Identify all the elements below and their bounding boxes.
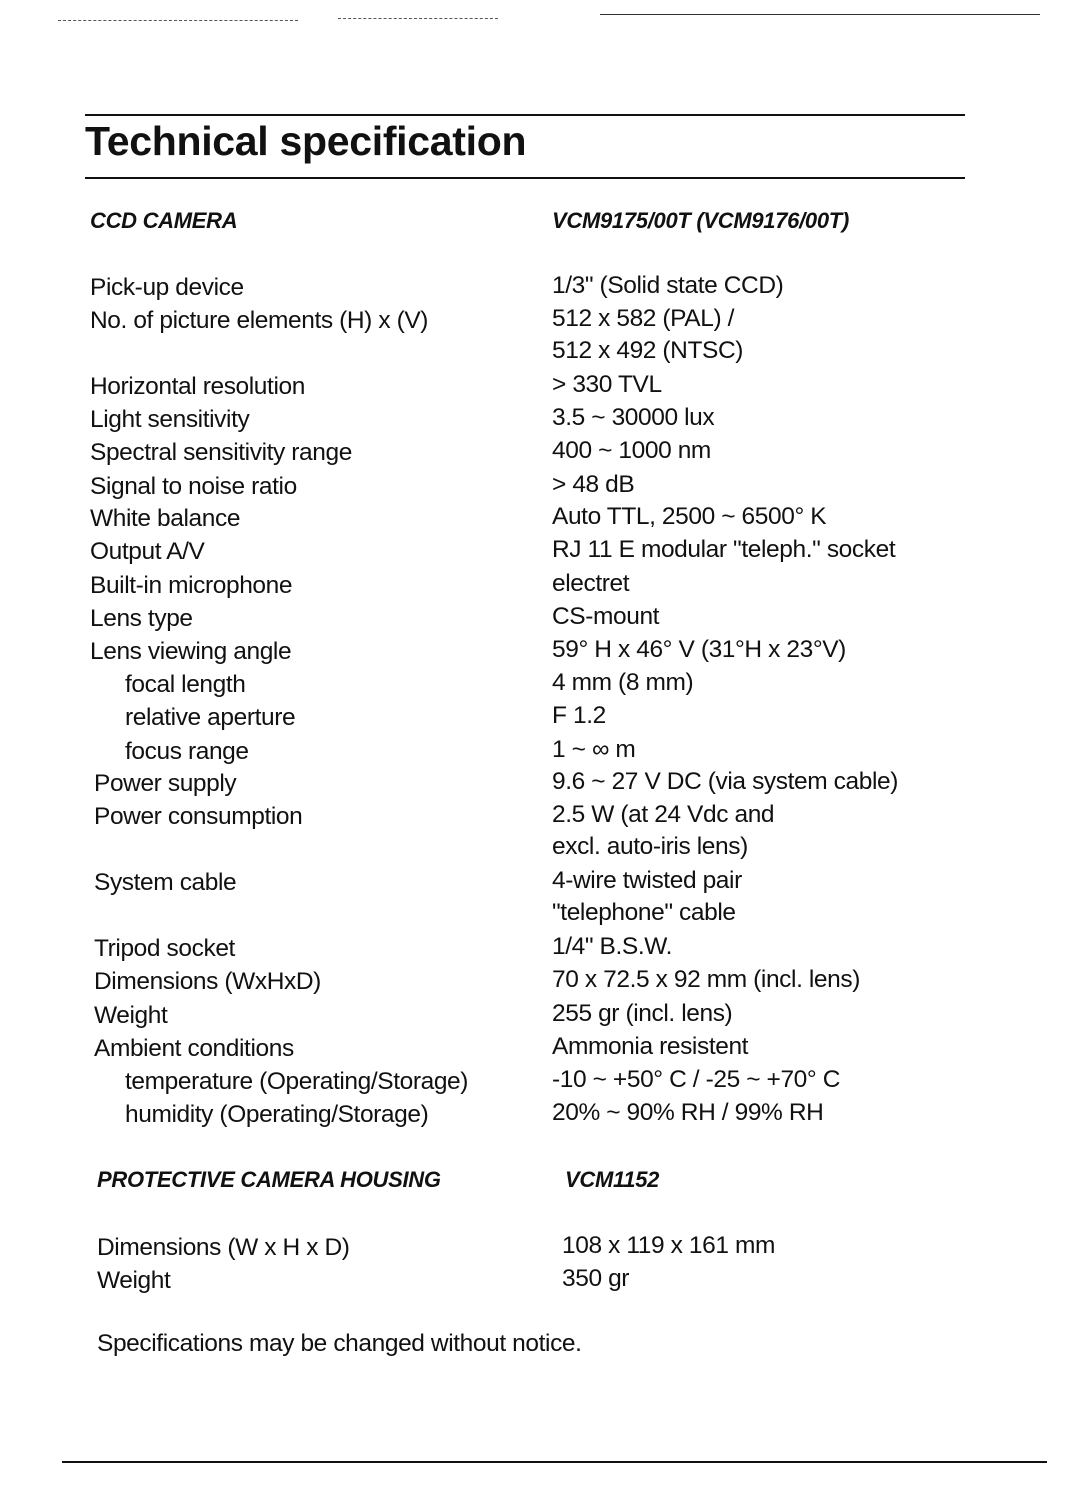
spec-label: humidity (Operating/Storage): [125, 1101, 429, 1128]
spec-value: -10 ~ +50° C / -25 ~ +70° C: [552, 1066, 840, 1093]
spec-label: Output A/V: [90, 538, 205, 565]
spec-label: Lens type: [90, 605, 193, 632]
spec-label: Dimensions (W x H x D): [97, 1234, 350, 1261]
spec-label: Ambient conditions: [94, 1035, 294, 1062]
spec-label: Pick-up device: [90, 274, 244, 301]
spec-value: 255 gr (incl. lens): [552, 1000, 733, 1027]
spec-label: White balance: [90, 505, 241, 532]
spec-value: excl. auto-iris lens): [552, 833, 748, 860]
spec-label: System cable: [94, 869, 237, 896]
spec-value: 4-wire twisted pair: [552, 867, 742, 894]
spec-value: 400 ~ 1000 nm: [552, 437, 711, 464]
spec-label: relative aperture: [125, 704, 296, 731]
scan-artifact: [58, 20, 298, 21]
spec-value: 108 x 119 x 161 mm: [562, 1232, 775, 1259]
spec-label: Power consumption: [94, 803, 303, 830]
spec-value: 9.6 ~ 27 V DC (via system cable): [552, 768, 898, 795]
spec-label: focal length: [125, 671, 246, 698]
spec-value: 20% ~ 90% RH / 99% RH: [552, 1099, 824, 1126]
spec-value: 1/3" (Solid state CCD): [552, 272, 784, 299]
spec-value: electret: [552, 570, 630, 597]
bottom-rule: [62, 1461, 1047, 1463]
spec-value: Ammonia resistent: [552, 1033, 749, 1060]
scan-artifact: [600, 14, 1040, 15]
spec-label: Horizontal resolution: [90, 373, 305, 400]
housing-heading: PROTECTIVE CAMERA HOUSING: [97, 1167, 441, 1192]
housing-model: VCM1152: [565, 1167, 660, 1192]
spec-value: > 48 dB: [552, 471, 635, 498]
scan-artifact: [338, 18, 498, 19]
spec-value: Auto TTL, 2500 ~ 6500° K: [552, 503, 827, 530]
spec-value: 59° H x 46° V (31°H x 23°V): [552, 636, 846, 663]
spec-label: focus range: [125, 738, 249, 765]
spec-value: 512 x 582 (PAL) /: [552, 305, 735, 332]
spec-value: 1 ~ ∞ m: [552, 736, 636, 763]
spec-label: Signal to noise ratio: [90, 473, 297, 500]
disclaimer-note: Specifications may be changed without notice.: [97, 1330, 582, 1357]
ccd-heading: CCD CAMERA: [90, 208, 238, 233]
ccd-model: VCM9175/00T (VCM9176/00T): [552, 208, 849, 233]
spec-label: temperature (Operating/Storage): [125, 1068, 469, 1095]
spec-value: RJ 11 E modular "teleph." socket: [552, 536, 896, 563]
spec-value: 3.5 ~ 30000 lux: [552, 404, 715, 431]
spec-value: 2.5 W (at 24 Vdc and: [552, 801, 775, 828]
spec-label: Weight: [97, 1267, 171, 1294]
spec-value: > 330 TVL: [552, 371, 662, 398]
spec-value: 70 x 72.5 x 92 mm (incl. lens): [552, 966, 860, 993]
spec-label: Power supply: [94, 770, 237, 797]
spec-label: Tripod socket: [94, 935, 235, 962]
spec-label: Weight: [94, 1002, 168, 1029]
spec-value: 4 mm (8 mm): [552, 669, 694, 696]
spec-label: Lens viewing angle: [90, 638, 292, 665]
spec-label: Light sensitivity: [90, 406, 250, 433]
spec-value: CS-mount: [552, 603, 660, 630]
spec-value: F 1.2: [552, 702, 606, 729]
spec-label: No. of picture elements (H) x (V): [90, 307, 429, 334]
title-top-rule: [85, 114, 965, 116]
spec-value: 350 gr: [562, 1265, 630, 1292]
title-bottom-rule: [85, 177, 965, 179]
spec-value: 512 x 492 (NTSC): [552, 337, 744, 364]
page-title: Technical specification: [85, 118, 527, 164]
spec-value: 1/4" B.S.W.: [552, 933, 673, 960]
spec-label: Dimensions (WxHxD): [94, 968, 321, 995]
spec-label: Spectral sensitivity range: [90, 439, 352, 466]
spec-label: Built-in microphone: [90, 572, 293, 599]
spec-value: "telephone" cable: [552, 899, 736, 926]
